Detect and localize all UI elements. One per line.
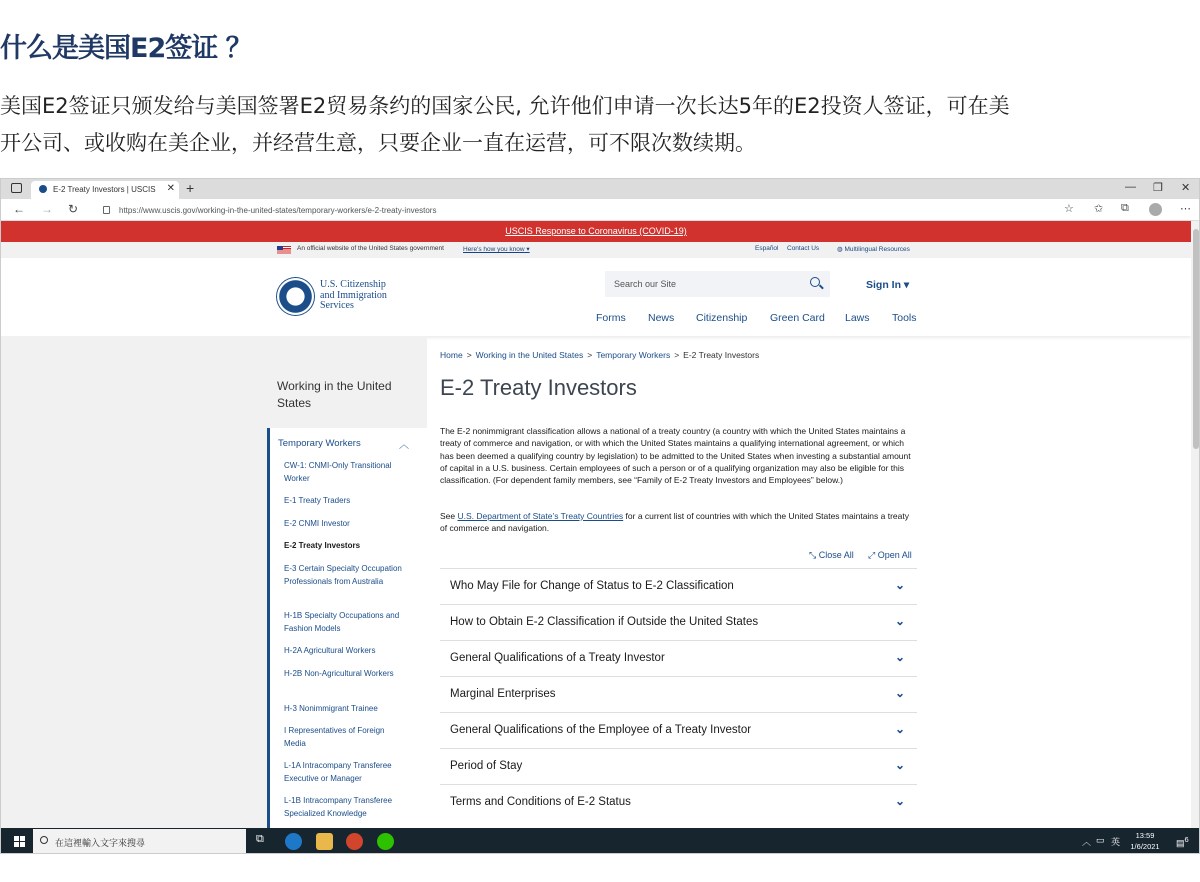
open-all-label: Open All [877,550,912,560]
tab-actions-icon[interactable] [11,183,22,193]
see-suffix: for a current list of countries with which the United States maintains a treaty of commerce and navigation. [440,511,909,534]
system-clock[interactable] [1125,830,1165,852]
clock-date: 1/6/2021 [1130,842,1160,851]
notifications-icon[interactable]: ▤$^6$ [1176,835,1189,848]
network-icon[interactable]: ▭ [1096,835,1105,845]
windows-start-icon[interactable] [14,836,25,847]
site-search-input[interactable] [605,271,830,297]
accordion-item[interactable] [440,604,917,640]
covid-link[interactable]: USCIS Response to Coronavirus (COVID-19) [505,226,687,236]
file-explorer-icon[interactable] [316,833,333,850]
powerpoint-icon[interactable] [346,833,363,850]
chevron-down-icon: ⌄ [894,794,905,808]
slide-body-line-2: 开公司、或收购在美企业，并经营生意，只要企业一直在运营，可不限次数续期。 [0,131,756,155]
slide-body [0,88,1200,162]
side-nav-item[interactable]: E-1 Treaty Traders [284,496,351,505]
chevron-down-icon: ⌄ [894,578,905,592]
espanol-link[interactable]: Español [755,245,779,252]
accordion-label: Terms and Conditions of E-2 Status [450,796,631,808]
collapse-icon: ⤡ [809,550,817,560]
gov-banner [1,242,1191,258]
how-you-know-label: Here's how you know [463,246,525,253]
task-view-icon[interactable]: ⧉ [256,833,264,845]
chevron-up-icon[interactable]: ︿ [399,440,409,451]
scrollbar-thumb[interactable] [1193,229,1199,449]
url-field[interactable] [97,203,1087,218]
breadcrumb-temporary[interactable]: Temporary Workers [596,350,671,360]
chevron-down-icon: ⌄ [894,686,905,700]
agency-line-1: U.S. Citizenship [320,279,386,290]
site-header [1,258,1191,336]
search-icon[interactable] [810,277,820,287]
restore-icon[interactable]: ❐ [1153,182,1163,194]
official-site-text: An official website of the United States government [297,245,444,252]
slide-body-line-1: 美国E2签证只颁发给与美国签署E2贸易条约的国家公民, 允许他们申请一次长达5年的E2投资人签证，可在美 [0,94,1010,118]
forward-icon[interactable]: → [41,202,53,216]
expand-icon: ⤢ [868,550,876,560]
dhs-seal-logo[interactable] [276,277,315,316]
nav-citizenship[interactable]: Citizenship [696,312,748,324]
clock-time: 13:59 [1135,831,1155,840]
side-nav-item[interactable]: E-2 CNMI Investor [284,519,350,528]
chevron-down-icon: ⌄ [894,758,905,772]
back-icon[interactable]: ← [13,202,25,216]
nav-green-card[interactable]: Green Card [770,312,825,324]
agency-name[interactable] [320,280,387,312]
nav-forms[interactable]: Forms [596,312,626,324]
browser-tab[interactable] [31,181,179,199]
accordion-label: Marginal Enterprises [450,688,556,700]
close-window-icon[interactable]: ✕ [1181,182,1191,194]
breadcrumb-current: E-2 Treaty Investors [683,350,760,360]
accordion-item[interactable] [440,748,917,784]
sign-in-button[interactable]: Sign In ▾ [866,279,910,291]
globe-icon: ◍ [837,246,843,253]
agency-line-2: and Immigration [320,289,387,301]
notification-count: 6 [1184,835,1189,844]
refresh-icon[interactable]: ↻ [68,202,79,216]
lock-icon [103,206,110,214]
chevron-down-icon: ⌄ [894,650,905,664]
taskbar-search-placeholder: 在這裡輸入文字來搜尋 [55,838,146,848]
accordion-item[interactable] [440,784,917,820]
windows-taskbar [1,828,1200,854]
tab-bar [1,179,1199,199]
intro-paragraph: The E-2 nonimmigrant classification allows a national of a treaty country (a country with which the United States maintains a treaty of commerce and navigation, or with which the United States maintains a qualifying international agreement, or which has been deemed a qualifying country by legislation) to be admitted to the United States when investing a substantial amount of capital in a U.S. business. Certain employees of such a person or of a qualifying organization may also be eligible for this classification. (For dependent family members, see “Family of E-2 Treaty Investors and Employees” below.) [440,426,911,486]
favorite-add-icon[interactable]: ☆ [1064,203,1074,215]
breadcrumb: Home > Working in the United States > Temporary Workers > E-2 Treaty Investors [440,350,760,360]
accordion-label: General Qualifications of the Employee of a Treaty Investor [450,724,752,736]
breadcrumb-working[interactable]: Working in the United States [475,350,584,360]
side-nav-item[interactable]: L-1B Intracompany Transferee Specialized Knowledge [284,796,393,818]
tab-title: E-2 Treaty Investors | USCIS [53,185,156,194]
open-all-button[interactable] [868,550,912,561]
nav-tools[interactable]: Tools [892,312,917,324]
browser-screenshot [0,178,1200,854]
chevron-down-icon: ⌄ [894,614,905,628]
side-nav-item[interactable]: H-2A Agricultural Workers [284,646,376,655]
us-flag-icon [277,246,291,254]
side-nav-item[interactable]: L-1A Intracompany Transferee Executive or Manager [284,761,392,783]
minimize-icon[interactable]: — [1125,181,1136,193]
close-tab-icon[interactable]: ✕ [166,183,175,194]
side-nav-item[interactable]: H-1B Specialty Occupations and Fashion Models [284,611,400,633]
multilingual-label: Multilingual Resources [844,246,910,253]
accordion-item[interactable] [440,712,917,748]
agency-line-3: Services [320,300,354,311]
treaty-countries-link[interactable]: U.S. Department of State’s Treaty Countries [457,511,624,521]
chevron-down-icon: ⌄ [894,722,905,736]
section-title[interactable]: Working in the United States [277,379,392,410]
side-nav-item[interactable]: CW-1: CNMI-Only Transitional Worker [284,461,392,483]
uscis-favicon-icon [39,185,47,193]
multilingual-link[interactable] [837,245,910,253]
nav-news[interactable]: News [648,312,675,324]
covid-banner [1,221,1191,242]
side-nav-item[interactable]: E-3 Certain Specialty Occupation Professionals from Australia [284,564,402,586]
accordion-label: General Qualifications of a Treaty Investor [450,652,665,664]
wechat-icon[interactable] [377,833,394,850]
accordion-item[interactable] [440,640,917,676]
side-nav-item[interactable]: H-2B Non-Agricultural Workers [284,669,394,678]
see-prefix: See [440,511,458,521]
accordion-item[interactable] [440,568,917,604]
contact-us-link[interactable]: Contact Us [787,245,820,252]
slide-title: 什么是美国E2签证 ？ [0,33,252,64]
nav-laws[interactable]: Laws [845,312,870,324]
collections-icon[interactable]: ⧉ [1121,202,1129,214]
side-nav-item-active[interactable]: E-2 Treaty Investors [284,541,361,550]
profile-avatar-icon[interactable] [1149,203,1162,216]
address-bar-row [1,199,1199,221]
side-nav-group-title[interactable]: Temporary Workers [278,438,361,449]
close-all-label: Close All [818,550,854,560]
close-all-button[interactable] [809,550,854,561]
page-title: E-2 Treaty Investors [440,375,637,400]
new-tab-button[interactable]: + [186,180,195,196]
how-you-know-link[interactable]: Here's how you know ▾ [463,246,530,253]
taskbar-search-input[interactable] [33,829,246,854]
more-menu-icon[interactable]: ⋯ [1180,203,1191,215]
accordion-label: Period of Stay [450,760,523,772]
side-nav-item[interactable]: I Representatives of Foreign Media [284,726,385,748]
tray-overflow-icon[interactable]: ︿ [1082,837,1092,847]
accordion-label: Who May File for Change of Status to E-2 Classification [450,580,734,592]
side-nav [267,428,427,838]
ime-indicator[interactable]: 英 [1111,837,1121,847]
search-icon [40,836,48,844]
edge-browser-icon[interactable] [285,833,302,850]
search-placeholder: Search our Site [614,279,677,289]
accordion-label: How to Obtain E-2 Classification if Outside the United States [450,616,759,628]
url-text: https://www.uscis.gov/working-in-the-united-states/temporary-workers/e-2-treaty-investors [119,206,437,215]
favorites-icon[interactable]: ✩ [1094,203,1104,215]
accordion-item[interactable] [440,676,917,712]
treaty-countries-paragraph [440,510,915,535]
breadcrumb-home[interactable]: Home [440,350,463,360]
side-nav-item[interactable]: H-3 Nonimmigrant Trainee [284,704,378,713]
